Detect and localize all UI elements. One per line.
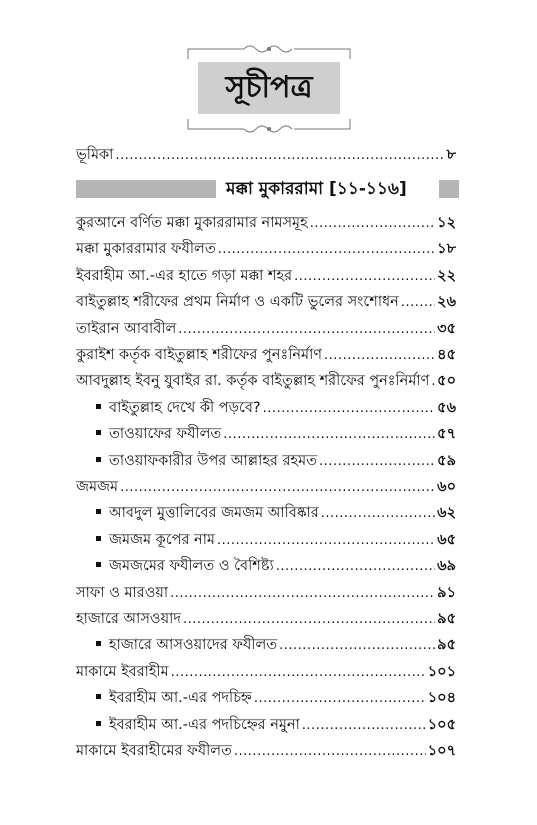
entry-label: ইবরাহীম আ.-এর পদচিহ্ন [109, 690, 252, 707]
section-heading: মক্কা মুকাররামা [১১-১১৬] [226, 179, 407, 199]
bullet-icon [96, 430, 101, 435]
top-ornament-icon [184, 41, 354, 61]
entry-page: ৫৯ [437, 452, 456, 469]
leader-dots [171, 665, 426, 680]
entry-label: হাজারে আসওয়াদের ফযীলত [109, 637, 278, 654]
entry-label: জমজমের ফযীলত ও বৈশিষ্ট্য [109, 558, 274, 575]
toc-entry[interactable] [96, 687, 456, 709]
toc-entry[interactable] [96, 634, 456, 656]
bullet-icon [96, 404, 101, 409]
entry-label: মাকামে ইবরাহীমের ফযীলত [76, 743, 232, 759]
bullet-icon [96, 562, 101, 567]
toc-entry[interactable] [76, 661, 456, 683]
toc-entry[interactable] [76, 291, 456, 313]
toc-entry[interactable] [96, 555, 456, 577]
toc-entry[interactable] [96, 714, 456, 736]
entry-label: তাওয়াফকারীর উপর আল্লাহর রহমত [109, 452, 318, 469]
entry-label: মক্কা মুকাররামার ফযীলত [76, 241, 216, 258]
bullet-icon [96, 641, 101, 646]
leader-dots [183, 612, 435, 627]
entry-label: কুরআনে বর্ণিত মক্কা মুকাররামার নামসমূহ [76, 215, 308, 231]
toc-entry[interactable] [76, 740, 456, 762]
toc-entry[interactable] [96, 502, 456, 524]
bullet-icon [96, 721, 101, 726]
entry-page: ৯৫ [437, 611, 456, 627]
entry-label: সাফা ও মারওয়া [76, 584, 169, 601]
entry-label: বাইতুল্লাহ শরীফের প্রথম নির্মাণ ও একটি ভুলের সংশোধন [76, 294, 399, 311]
toc-entry[interactable] [96, 529, 456, 551]
leader-dots [302, 718, 426, 733]
toc-entry[interactable] [76, 344, 456, 366]
entry-label: ইবরাহীম আ.-এর হাতে গড়া মক্কা শহর [76, 267, 293, 284]
leader-dots [294, 269, 435, 284]
entry-label: আবদুল্লাহ ইবনু যুবাইর রা. কর্তৃক বাইতুল্লাহ শরীফের পুনঃনির্মাণ [76, 373, 430, 390]
entry-label: ইবরাহীম আ.-এর পদচিহ্নের নমুনা [109, 716, 300, 733]
leader-dots [170, 586, 435, 601]
leader-dots [279, 638, 435, 653]
entry-page: ৬২ [437, 505, 456, 522]
entry-page: ১২ [437, 215, 456, 231]
entry-page: ৯১ [437, 584, 456, 601]
entry-page: ৪৫ [437, 347, 456, 363]
leader-dots [319, 454, 435, 469]
entry-label: মাকামে ইবরাহীম [76, 663, 169, 680]
leader-dots [217, 533, 435, 548]
entry-page: ১০৪ [427, 690, 456, 707]
entry-page: ৫৭ [437, 426, 456, 443]
leader-dots [178, 322, 435, 337]
toc-entry[interactable] [76, 608, 456, 630]
entry-label: জমজম [76, 479, 119, 495]
leader-dots [310, 216, 435, 231]
toc-entry[interactable] [76, 265, 456, 287]
bottom-ornament-icon [184, 117, 354, 137]
entry-page: ৬০ [437, 479, 456, 495]
entry-page: ৫০ [437, 373, 456, 390]
entry-page: ৩৫ [437, 320, 456, 337]
toc-entry[interactable] [96, 397, 456, 419]
entry-page: ২৬ [437, 294, 456, 311]
toc-entry[interactable] [76, 238, 456, 260]
toc-entry[interactable] [76, 582, 456, 604]
leader-dots [120, 480, 435, 495]
toc-entry[interactable] [76, 370, 456, 392]
leader-dots [431, 374, 435, 389]
toc-entry[interactable] [96, 450, 456, 472]
entry-page: ১৮ [437, 241, 456, 258]
entry-page: ১০১ [427, 663, 456, 680]
section-bar-right [439, 180, 459, 198]
leader-dots [401, 295, 435, 310]
leader-dots [324, 348, 435, 363]
leader-dots [321, 506, 435, 521]
entry-page: ৬৯ [437, 558, 456, 575]
entry-label: কুরাইশ কর্তৃক বাইতুল্লাহ শরীফের পুনঃনির্মাণ [76, 347, 323, 363]
toc-entry[interactable] [76, 476, 456, 498]
entry-label: তাওয়াফের ফযীলত [109, 426, 222, 443]
entry-label: বাইতুল্লাহ দেখে কী পড়বে? [109, 399, 261, 416]
toc-entry[interactable] [96, 423, 456, 445]
entry-page: ১০৫ [427, 716, 456, 733]
bullet-icon [96, 694, 101, 699]
entry-label: জমজম কূপের নাম [109, 531, 215, 548]
leader-dots [223, 427, 435, 442]
bullet-icon [96, 536, 101, 541]
leader-dots [115, 148, 444, 163]
toc-entry[interactable] [76, 318, 456, 340]
section-bar-left [76, 180, 216, 198]
entry-page: ৮ [446, 147, 456, 163]
leader-dots [218, 242, 435, 257]
leader-dots [234, 744, 426, 759]
leader-dots [263, 401, 436, 416]
entry-page: ৯৫ [437, 637, 456, 654]
leader-dots [276, 559, 435, 574]
entry-page: ২২ [437, 267, 456, 284]
bullet-icon [96, 457, 101, 462]
toc-entry-intro[interactable] [76, 144, 456, 166]
entry-label: আবদুল মুত্তালিবের জমজম আবিষ্কার [109, 505, 319, 522]
section-heading-bar [76, 178, 459, 200]
entry-label: তাইরান আবাবীল [76, 320, 177, 337]
title-frame [184, 41, 354, 136]
page-title: সূচীপত্র [225, 69, 313, 105]
entry-page: ৫৬ [437, 399, 456, 416]
entry-label: হাজারে আসওয়াদ [76, 611, 181, 627]
entry-page: ৬৫ [437, 531, 456, 548]
bullet-icon [96, 509, 101, 514]
entry-label: ভূমিকা [76, 147, 114, 163]
toc-entry[interactable] [76, 212, 456, 234]
title-box [198, 62, 340, 114]
entry-page: ১০৭ [427, 743, 456, 759]
leader-dots [254, 691, 426, 706]
